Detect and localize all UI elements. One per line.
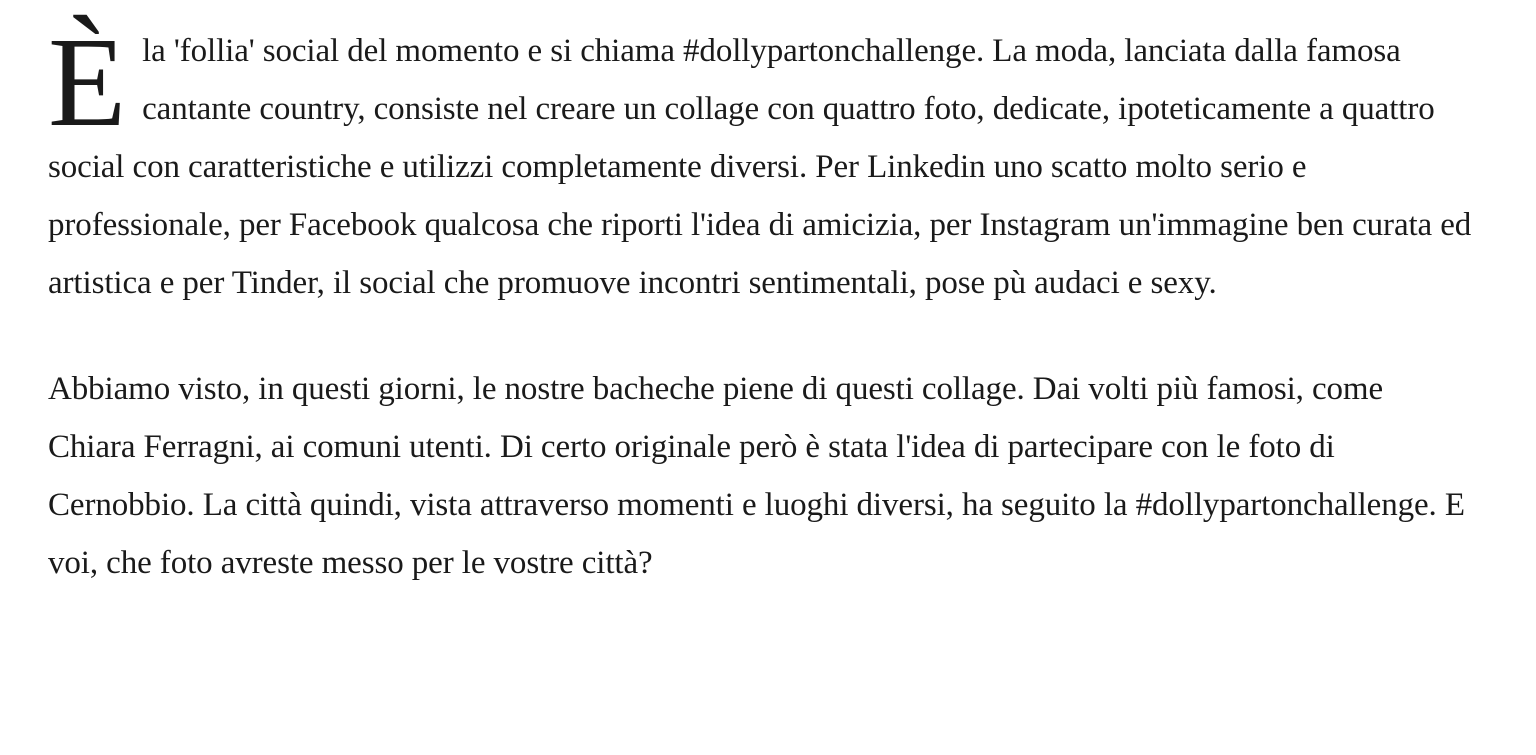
article-body [48, 11, 1473, 592]
article-paragraph-1 [48, 11, 1473, 312]
article-paragraph-2 [48, 360, 1473, 592]
paragraph-1-text: la 'follia' social del momento e si chiama #dollypartonchallenge. La moda, lanciata dalla famosa cantante country, consiste nel creare un collage con quattro foto, dedicate, ipoteticamente a quattro social con caratteristiche e utilizzi completamente diversi. Per Linkedin uno scatto molto serio e professionale, per Facebook qualcosa che riporti l'idea di amicizia, per Instagram un'immagine ben curata ed artistica e per Tinder, il social che promuove incontri sentimentali, pose pù audaci e sexy. [48, 33, 1472, 301]
paragraph-2-text: Abbiamo visto, in questi giorni, le nostre bacheche piene di questi collage. Dai volti più famosi, come Chiara Ferragni, ai comuni utenti. Di certo originale però è stata l'idea di partecipare con le foto di Cernobbio. La città quindi, vista attraverso momenti e luoghi diversi, ha seguito la #dollypartonchallenge. E voi, che foto avreste messo per le vostre città? [48, 371, 1465, 581]
drop-cap: È [48, 11, 127, 153]
